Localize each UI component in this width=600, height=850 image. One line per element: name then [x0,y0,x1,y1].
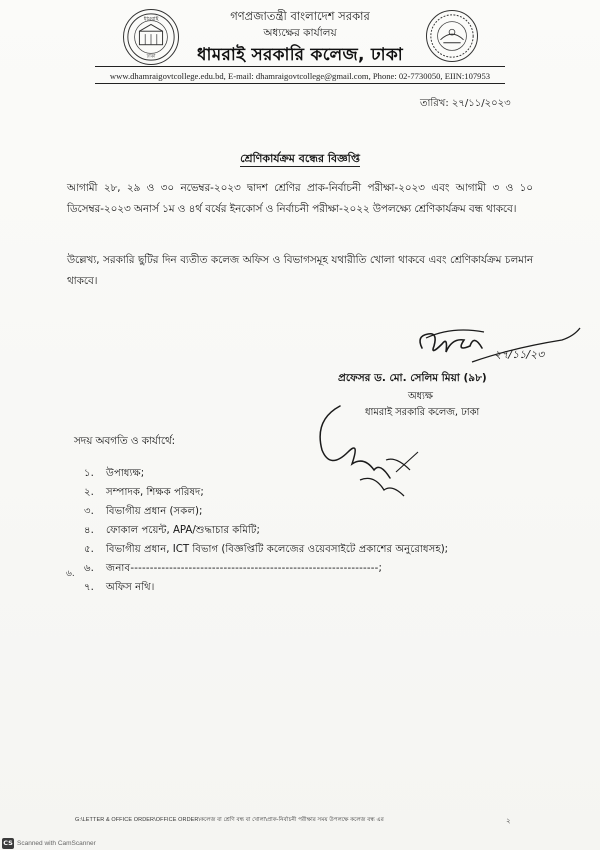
file-path-footer: G:\LETTER & OFFICE ORDER\OFFICE ORDER\কলেজ বা শ্রেণি বন্ধ বা খোলা\প্রাক-নির্বাচনী পরীক্ষার সময় উপলক্ষে কলেজ বন্ধ এর [75,817,384,823]
seal-text: ধামরাই [143,16,159,23]
notice-paragraph-2: উল্লেখ্য, সরকারি ছুটির দিন ব্যতীত কলেজ অফিস ও বিভাগসমূহ যথারীতি খোলা থাকবে এবং শ্রেণিকার্যক্রম চলমান থাকবে। [67,254,533,287]
list-item: ১. উপাধ্যক্ষ; [84,468,145,479]
list-item: ৬. জনাব----------------------------------------------------------------; [84,563,383,574]
header-divider-bottom [95,83,505,84]
list-item: ৭. অফিস নথি। [84,582,155,593]
government-seal-icon [426,10,478,62]
camscanner-icon: CS [3,839,13,847]
notice-title-text: শ্রেণিকার্যক্রম বন্ধের বিজ্ঞপ্তি [240,152,360,165]
government-line: গণপ্রজাতন্ত্রী বাংলাদেশ সরকার [230,9,370,23]
contact-line: www.dhamraigovtcollege.edu.bd, E-mail: dhamraigovtcollege@gmail.com, Phone: 02-7730050, EIIN:107953 [109,71,491,81]
page-number: ২ [506,817,511,825]
principal-signature [412,318,587,370]
college-name: ধামরাই সরকারি কলেজ, ঢাকা [197,45,403,65]
notice-date: তারিখ: ২৭/১১/২০২৩ [420,98,511,109]
list-item: ২. সম্পাদক, শিক্ষক পরিষদ; [84,487,204,498]
list-item: ৫. বিভাগীয় প্রধান, ICT বিভাগ (বিজ্ঞপ্তিটি কলেজের ওয়েবসাইটে প্রকাশের অনুরোধসহ); [84,544,449,555]
distribution-list [84,465,448,598]
header-divider-top [95,66,505,67]
scanner-badge [2,838,96,849]
margin-mark: ৬. [66,569,75,579]
office-line: অধ্যক্ষের কার্যালয় [263,27,337,39]
list-item: ৪. ফোকাল পয়েন্ট, APA/শুদ্ধাচার কমিটি; [84,525,260,536]
distribution-heading: সদয় অবগতি ও কার্যার্থে: [74,435,176,447]
signatory-designation: অধ্যক্ষ [408,391,433,402]
scanner-label: Scanned with CamScanner [17,840,96,847]
signature-date: ২৭/১১/২৩ [494,348,545,361]
list-item: ৩. বিভাগীয় প্রধান (সকল); [84,506,203,517]
signatory-name: প্রফেসর ড. মো. সেলিম মিয়া (৯৮) [338,372,487,384]
seal-subtext: ঢাকা [146,54,156,60]
notice-paragraph-1: আগামী ২৮, ২৯ ও ৩০ নভেম্বর-২০২৩ দ্বাদশ শ্রেণির প্রাক-নির্বাচনী পরীক্ষা-২০২৩ এবং আগামী ৩ ও ১০ ডিসেম্বর-২০২৩ অনার্স ১ম ও ৪র্থ বর্ষের ইনকোর্স ও নির্বাচনী পরীক্ষা-২০২২ উপলক্ষ্যে শ্রেণিকার্যক্রম বন্ধ থাকবে। [67,182,533,215]
signatory-organization: ধামরাই সরকারি কলেজ, ঢাকা [365,407,480,418]
notice-title [0,150,600,169]
